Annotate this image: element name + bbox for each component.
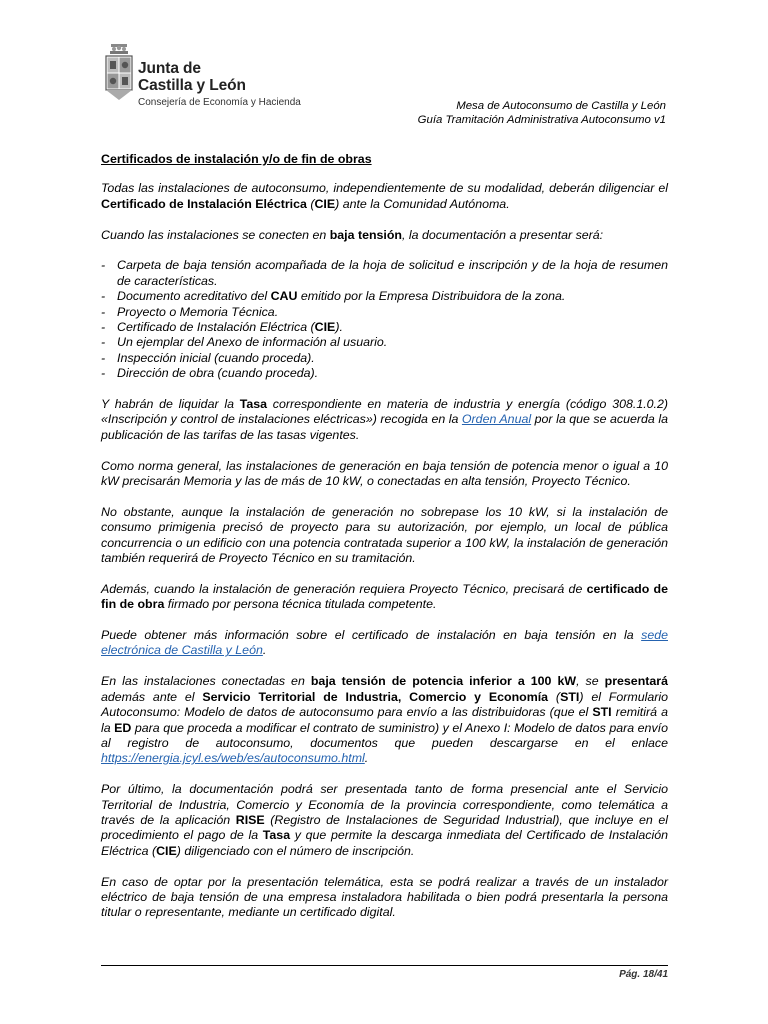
footer-divider xyxy=(101,965,668,966)
list-item: - Proyecto o Memoria Técnica. xyxy=(101,305,668,320)
header-line-mesa: Mesa de Autoconsumo de Castilla y León xyxy=(456,100,666,112)
logo-line-consejeria: Consejería de Economía y Hacienda xyxy=(138,97,301,108)
sede-electronica-link[interactable]: sede electrónica de Castilla y León xyxy=(101,628,668,658)
list-item: - Dirección de obra (cuando proceda). xyxy=(101,366,668,381)
paragraph-no-obstante: No obstante, aunque la instalación de generación no sobrepase los 10 kW, si la instalación de consumo primigenia precisó de proyecto para su autorización, por ejemplo, un local de pública concurrencia o un edificio con una potencia contratada superior a 100 kW, la instalación de generación también requerirá de Proyecto Técnico en su tramitación. xyxy=(101,504,668,566)
autoconsumo-link[interactable]: https://energia.jcyl.es/web/es/autoconsumo.html xyxy=(101,751,365,766)
list-item: - Un ejemplar del Anexo de información al usuario. xyxy=(101,335,668,350)
page-number: Pág. 18/41 xyxy=(619,969,668,980)
paragraph-cie: Todas las instalaciones de autoconsumo, independientemente de su modalidad, deberán diligenciar el Certificado de Instalación Eléctrica (CIE) ante la Comunidad Autónoma. xyxy=(101,181,668,211)
logo-line-castilla: Castilla y León xyxy=(138,77,246,94)
document-body xyxy=(101,152,668,936)
logo-line-junta: Junta de xyxy=(138,60,201,77)
list-item: - Documento acreditativo del CAU emitido por la Empresa Distribuidora de la zona. xyxy=(101,289,668,304)
list-item: - Carpeta de baja tensión acompañada de la hoja de solicitud e inscripción y de la hoja de resumen de características. xyxy=(101,258,668,289)
coat-of-arms-icon xyxy=(104,44,134,102)
documentation-list xyxy=(101,258,668,381)
paragraph-baja-tension: Cuando las instalaciones se conecten en baja tensión, la documentación a presentar será: xyxy=(101,227,604,242)
paragraph-sede-electronica: Puede obtener más información sobre el certificado de instalación en baja tensión en la sede electrónica de Castilla y León. xyxy=(101,628,668,658)
list-item: - Inspección inicial (cuando proceda). xyxy=(101,351,668,366)
paragraph-rise: Por último, la documentación podrá ser presentada tanto de forma presencial ante el Servicio Territorial de Industria, Comercio y Economía de la provincia correspondiente, como telemática a través de la aplicación RISE (Registro de Instalaciones de Seguridad Industrial), que incluye en el procedimiento el pago de la Tasa y que permite la descarga inmediata del Certificado de Instalación Eléctrica (CIE) diligenciado con el número de inscripción. xyxy=(101,782,668,858)
document-header xyxy=(418,99,666,127)
paragraph-norma-general: Como norma general, las instalaciones de generación en baja tensión de potencia menor o igual a 10 kW precisarán Memoria y las de más de 10 kW, o conectadas en alta tensión, Proyecto Técnico. xyxy=(101,458,668,489)
junta-logo xyxy=(100,42,350,112)
paragraph-tasa: Y habrán de liquidar la Tasa correspondiente en materia de industria y energía (código 308.1.0.2) «Inscripción y control de instalaciones eléctricas») recogida en la Orden Anual por la que se acuerda la publicación de las tarifas de las tasas vigentes. xyxy=(101,397,668,442)
section-title: Certificados de instalación y/o de fin de obras xyxy=(101,152,372,166)
paragraph-sti: En las instalaciones conectadas en baja tensión de potencia inferior a 100 kW, se presentará además ante el Servicio Territorial de Industria, Comercio y Economía (STI) el Formulario Autoconsumo: Modelo de datos de autoconsumo para envío a las distribuidoras (que el STI remitirá a la ED para que proceda a modificar el contrato de suministro) y el Anexo I: Modelo de datos para envío al registro de autoconsumo, documentos que pueden descargarse en el enlace https://energia.jcyl.es/web/es/autoconsumo.html. xyxy=(101,674,669,766)
orden-anual-link[interactable]: Orden Anual xyxy=(461,412,532,427)
list-item: - Certificado de Instalación Eléctrica (CIE). xyxy=(101,320,668,335)
paragraph-telematica: En caso de optar por la presentación telemática, esta se podrá realizar a través de un instalador eléctrico de baja tensión de una empresa instaladora habilitada o bien podrá presentarla la persona titular o representante, mediante un certificado digital. xyxy=(101,874,668,920)
header-line-guia: Guía Tramitación Administrativa Autoconsumo v1 xyxy=(417,114,666,126)
paragraph-fin-de-obra: Además, cuando la instalación de generación requiera Proyecto Técnico, precisará de certificado de fin de obra firmado por persona técnica titulada competente. xyxy=(101,581,668,612)
